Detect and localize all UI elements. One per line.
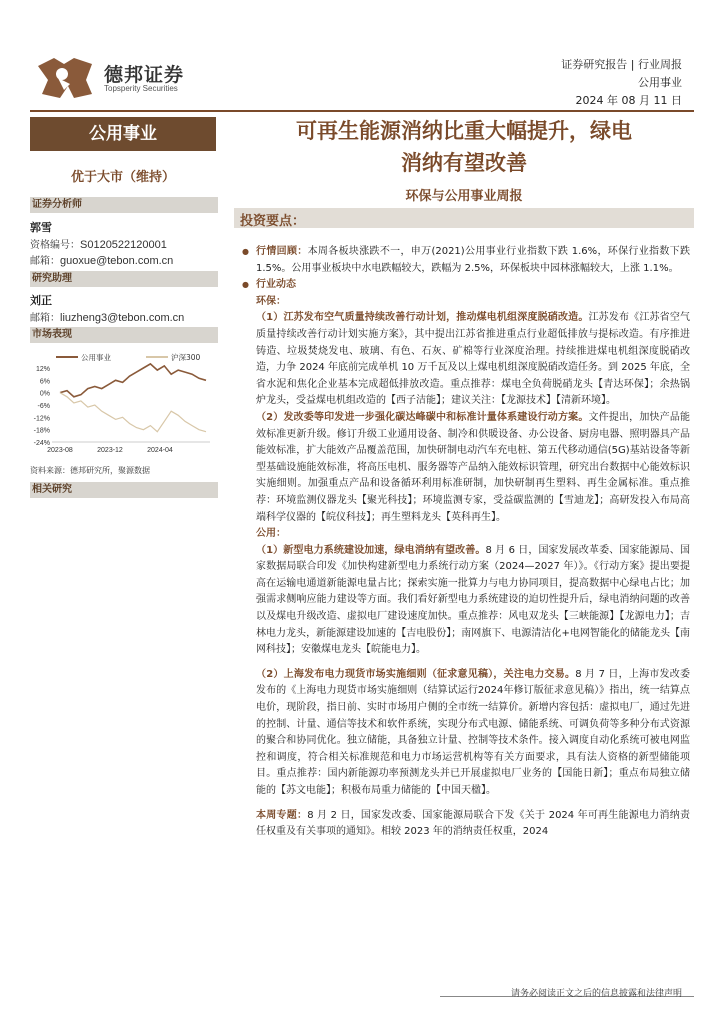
- analyst-license: 资格编号：S0120522120001: [30, 239, 167, 251]
- analyst-name: 郭雪: [30, 221, 52, 234]
- market-heading: 市场表现: [30, 327, 218, 343]
- y-tick-label: 6%: [39, 378, 50, 386]
- assistant-email[interactable]: 邮箱：liuzheng3@tebon.com.cn: [30, 312, 185, 324]
- brand-name-cn: 德邦证券: [104, 64, 185, 86]
- analyst-heading: 证券分析师: [30, 197, 218, 213]
- title-line-1: 可再生能源消纳比重大幅提升，绿电: [296, 119, 632, 143]
- market-performance-chart: [30, 350, 216, 462]
- util-item-2: （2）上海发布电力现货市场实施细则（征求意见稿），关注电力交易。8 月 7 日，上海市发改委发布的《上海电力现货市场实施细则（结算试运行2024年修订版征求意见稿）》指出，统一结算点电价，现阶段，指日前、实时市场用户侧的全市统一结算价。新增内容包括：虚拟电厂，通过先进的控制、计量、通信等技术和软件系统，实现分布式电源、储能系统、可调负荷等多种分布式资源的聚合和协同优化。独立储能，具备独立计量、控制等技术条件。接入调度自动化系统可被电网监控和调度，符合相关标准规范和电力市场运营机构等有关方面要求，具有法人资格的新型储能项目。重点推荐：国内新能源功率预测龙头并已开展虚拟电厂业务的【国能日新】；重点布局独立储能的【苏文电能】；积极布局重力储能的【中国天楹】。: [256, 668, 690, 796]
- y-tick-label: 0%: [39, 390, 50, 398]
- env-item-1: （1）江苏发布空气质量持续改善行动计划，推动煤电机组深度脱硝改造。江苏发布《江苏省空气质量持续改善行动计划实施方案》，其中提出江苏省推进重点行业超低排放与提标改造。有序推进铸造、垃圾焚烧发电、玻璃、有色、石灰、矿棉等行业深度治理。持续推进煤电机组深度脱硝改造，力争 2024 年底前完成单机 10 万千瓦及以上煤电机组深度脱硝改造任务。到 2025 年底，全省水泥和焦化企业基本完成超低排放改造。重点推荐：煤电全负荷脱硝龙头【青达环保】；余热锅炉龙头，受益煤电机组改造的【西子洁能】；建议关注：【龙源技术】【清新环境】。: [256, 312, 690, 407]
- env-item-2: （2）发改委等印发进一步强化碳达峰碳中和标准计量体系建设行动方案。文件提出，加快产品能效标准更新升级。修订升级工业通用设备、制冷和供暖设备、办公设备、厨房电器、照明器具产品能效标准，扩大能效产品覆盖范围，加快研制电动汽车充电桩、第五代移动通信(5G)基站设备等新型基础设施能效标准，将高压电机、服务器等产品纳入能效标识管理，研究出台数据中心能效标识实施细则。加强重点产品和设备循环利用标准研制，加快研制再生塑料、再生金属标准。重点推荐：环境监测仪器龙头【聚光科技】；环境监测专家，受益碳监测的【雪迪龙】；高研发投入布局高端科学仪器的【皖仪科技】；再生塑料龙头【英科再生】。: [256, 411, 690, 523]
- analyst-email[interactable]: 邮箱：guoxue@tebon.com.cn: [30, 255, 174, 267]
- y-tick-label: -24%: [33, 440, 50, 447]
- report-subtitle: 环保与公用事业周报: [405, 189, 523, 204]
- industry-dynamics-label: ● 行业动态: [242, 277, 690, 294]
- x-tick-label: 2023-08: [47, 447, 73, 454]
- title-line-2: 消纳有望改善: [401, 151, 527, 175]
- chart-source: 资料来源：德邦研究所，聚源数据: [30, 466, 150, 475]
- market-review: ● 行情回顾：本周各板块涨跌不一，申万(2021)公用事业行业指数下跌 1.6%，环保行业指数下跌 1.5%。公用事业板块中水电跌幅较大，跌幅为 2.5%，环保板块中园林涨幅较大，上涨 1.1%。: [242, 244, 690, 277]
- y-tick-label: -6%: [37, 403, 50, 410]
- report-sector: 公用事业: [638, 76, 682, 89]
- report-date: 2024 年 08 月 11 日: [575, 94, 682, 107]
- util-item-1: （1）新型电力系统建设加速，绿电消纳有望改善。8 月 6 日，国家发展改革委、国家能源局、国家数据局联合印发《加快构建新型电力系统行动方案（2024—2027 年）》。《行动方案》提出要提高在运输电通道新能源电量占比；探索实施一批算力与电力协同项目，提高数据中心绿电占比；加强需求侧响应能力建设等方面。我们看好新型电力系统建设的迫切性提升后，绿电消纳问题的改善以及煤电升级改造、虚拟电厂建设速度加快。重点推荐：风电双龙头【三峡能源】【龙源电力】；吉林电力龙头，新能源建设加速的【吉电股份】；南网旗下、电源清洁化+电网智能化的储能龙头【南网科技】；安徽煤电龙头【皖能电力】。: [256, 544, 690, 656]
- series-line-csi300: [60, 393, 206, 432]
- y-tick-label: 12%: [35, 366, 50, 373]
- env-label: 环保：: [256, 295, 286, 307]
- brand-name-en: Topsperity Securities: [104, 84, 178, 93]
- rating: 优于大市（维持）: [70, 170, 175, 185]
- company-logo: [34, 54, 96, 102]
- util-label: 公用：: [256, 528, 286, 540]
- chart-svg: [30, 350, 216, 462]
- weekly-topic: 本周专题：8 月 2 日，国家发改委、国家能源局联合下发《关于 2024 年可再生能源电力消纳责任权重及有关事项的通知》。相较 2023 年的消纳责任权重，2024: [256, 809, 690, 838]
- investment-heading: 投资要点：: [240, 214, 306, 229]
- report-type: 证券研究报告 | 行业周报: [561, 58, 682, 71]
- report-body: [242, 244, 690, 841]
- legend-label: 沪深300: [171, 353, 201, 362]
- y-tick-label: -12%: [33, 415, 50, 423]
- x-tick-label: 2023-12: [97, 447, 123, 454]
- report-title: [234, 115, 694, 179]
- header-divider: [30, 110, 694, 112]
- legend-label: 公用事业: [81, 353, 111, 362]
- related-heading: 相关研究: [30, 482, 218, 498]
- assistant-name: 刘正: [30, 294, 52, 307]
- footer-disclaimer: 请务必阅读正文之后的信息披露和法律声明: [510, 989, 682, 999]
- x-tick-label: 2024-04: [147, 447, 173, 454]
- sector-name: 公用事业: [30, 117, 216, 151]
- series-line-utilities: [60, 364, 206, 397]
- assistant-heading: 研究助理: [30, 271, 218, 287]
- y-tick-label: -18%: [33, 427, 50, 435]
